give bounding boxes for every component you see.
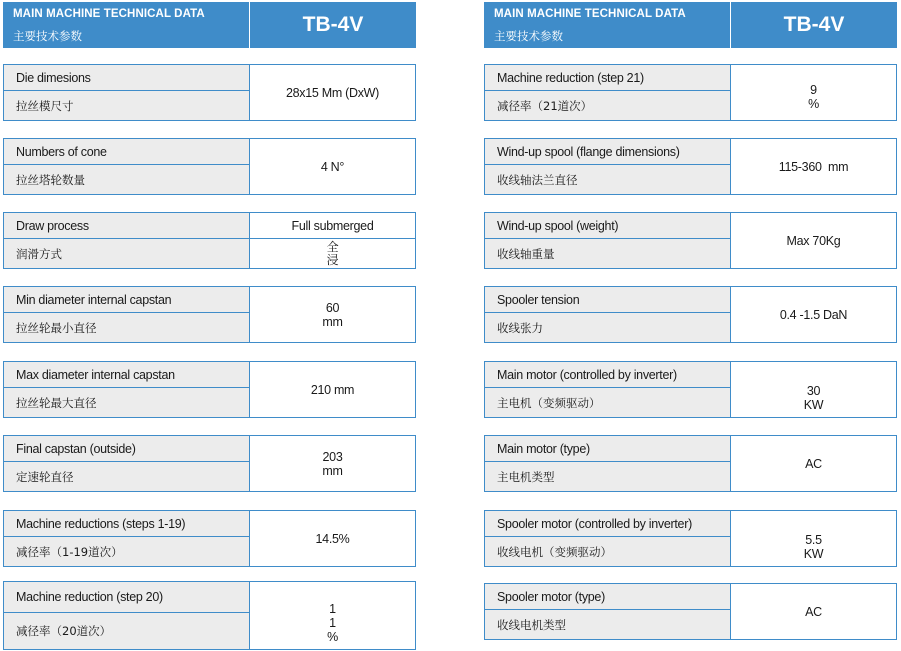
spec-label-en: Spooler motor (controlled by inverter)	[485, 511, 730, 537]
spec-label-en: Draw process	[4, 213, 249, 239]
spec-row-spooler-motor-type	[484, 583, 897, 640]
model-name: TB-4V	[249, 2, 416, 48]
spec-value-line: Max 70Kg	[786, 233, 841, 248]
spec-value-line: 14.5%	[315, 531, 350, 546]
spec-row-final-capstan	[3, 435, 416, 492]
spec-label-en: Die dimesions	[4, 65, 249, 91]
spec-row-draw-process	[3, 212, 416, 269]
spec-row-max-diameter-capstan	[3, 361, 416, 418]
spec-label-cn: 收线轴重量	[485, 239, 730, 268]
spec-value-line: 60	[325, 300, 340, 315]
spec-label-en: Machine reduction (step 21)	[485, 65, 730, 91]
spec-value	[249, 138, 416, 195]
spec-value	[249, 361, 416, 418]
spec-label-en: Spooler tension	[485, 287, 730, 313]
spec-row-reduction-step-20	[3, 581, 416, 650]
spec-label-cn: 收线电机（变频驱动）	[485, 537, 730, 566]
table-header	[3, 2, 416, 48]
spec-value	[249, 64, 416, 121]
spec-value-line: mm	[322, 314, 343, 329]
spec-label	[3, 435, 249, 492]
spec-value	[730, 435, 897, 492]
spec-row-spooler-tension	[484, 286, 897, 343]
spec-value-line: 0.4 -1.5 DaN	[779, 307, 848, 322]
spec-value-line: 28x15 Mm (DxW)	[285, 85, 380, 100]
spec-value	[730, 510, 897, 567]
spec-label	[3, 64, 249, 121]
header-title-cn: 主要技术参数	[13, 29, 82, 43]
spec-label-en: Wind-up spool (weight)	[485, 213, 730, 239]
spec-value	[249, 435, 416, 492]
spec-value-line: KW	[803, 546, 824, 561]
spec-value-line: %	[327, 630, 338, 644]
header-title-en: MAIN MACHINE TECHNICAL DATA	[494, 8, 686, 20]
spec-value-line: %	[808, 96, 819, 111]
spec-label	[3, 212, 249, 269]
spec-row-numbers-of-cone	[3, 138, 416, 195]
spec-label-en: Numbers of cone	[4, 139, 249, 165]
right-spec-table	[484, 0, 897, 651]
spec-value-line: 1	[329, 616, 336, 630]
spec-label-cn: 减径率（21道次）	[485, 91, 730, 120]
spec-label	[3, 510, 249, 567]
spec-value-line: 浸	[326, 253, 339, 267]
spec-label-en: Max diameter internal capstan	[4, 362, 249, 388]
spec-label	[484, 212, 730, 269]
spec-label-cn: 收线轴法兰直径	[485, 165, 730, 194]
spec-row-wind-up-spool-weight	[484, 212, 897, 269]
spec-value-line: 115-360 mm	[778, 159, 849, 174]
spec-value	[730, 583, 897, 640]
spec-row-main-motor-inverter	[484, 361, 897, 418]
spec-label-cn: 拉丝模尺寸	[4, 91, 249, 120]
spec-label	[484, 361, 730, 418]
spec-label-en: Min diameter internal capstan	[4, 287, 249, 313]
spec-value-line: 203	[322, 449, 343, 464]
spec-value-cn	[250, 239, 415, 268]
spec-value	[249, 581, 416, 650]
header-title-en: MAIN MACHINE TECHNICAL DATA	[13, 8, 205, 20]
spec-value-line: 5.5	[805, 532, 822, 547]
spec-label	[484, 583, 730, 640]
spec-value	[730, 286, 897, 343]
spec-value-line: 4 N°	[320, 159, 345, 174]
spec-label-en: Main motor (controlled by inverter)	[485, 362, 730, 388]
header-title-cell	[484, 2, 730, 48]
spec-label-en: Main motor (type)	[485, 436, 730, 462]
table-header	[484, 2, 897, 48]
spec-value-line: 全	[326, 240, 339, 254]
spec-row-main-motor-type	[484, 435, 897, 492]
header-title-cell	[3, 2, 249, 48]
spec-row-reductions-1-19	[3, 510, 416, 567]
spec-value-line: AC	[805, 456, 822, 471]
spec-value-line: 210 mm	[310, 382, 355, 397]
spec-value	[249, 212, 416, 269]
spec-label	[484, 510, 730, 567]
spec-label	[484, 435, 730, 492]
spec-value	[730, 138, 897, 195]
spec-row-reduction-step-21	[484, 64, 897, 121]
spec-label	[3, 286, 249, 343]
model-name: TB-4V	[730, 2, 897, 48]
spec-label	[3, 138, 249, 195]
spec-label	[484, 138, 730, 195]
spec-value-line: AC	[805, 604, 822, 619]
spec-label-cn: 收线电机类型	[485, 610, 730, 639]
spec-value-line: 9	[810, 82, 817, 97]
spec-label-en: Final capstan (outside)	[4, 436, 249, 462]
spec-value	[730, 361, 897, 418]
spec-label	[484, 64, 730, 121]
spec-row-spooler-motor-inverter	[484, 510, 897, 567]
spec-label	[3, 581, 249, 650]
spec-label-cn: 定速轮直径	[4, 462, 249, 491]
spec-label-cn: 拉丝轮最小直径	[4, 313, 249, 342]
spec-label-en: Machine reductions (steps 1-19)	[4, 511, 249, 537]
header-title-cn: 主要技术参数	[494, 29, 563, 43]
spec-value	[730, 212, 897, 269]
spec-label-cn: 主电机（变频驱动）	[485, 388, 730, 417]
spec-label-cn: 减径率（1-19道次）	[4, 537, 249, 566]
spec-label-cn: 主电机类型	[485, 462, 730, 491]
spec-row-die-dimensions	[3, 64, 416, 121]
spec-label	[484, 286, 730, 343]
spec-value-line: mm	[322, 463, 343, 478]
spec-value	[249, 286, 416, 343]
spec-row-min-diameter-capstan	[3, 286, 416, 343]
spec-label-cn: 收线张力	[485, 313, 730, 342]
spec-label-cn: 拉丝塔轮数量	[4, 165, 249, 194]
spec-value-line: 30	[806, 383, 821, 398]
spec-row-wind-up-spool-flange	[484, 138, 897, 195]
spec-value	[249, 510, 416, 567]
spec-label-cn: 拉丝轮最大直径	[4, 388, 249, 417]
spec-label	[3, 361, 249, 418]
spec-label-cn: 减径率（20道次）	[4, 613, 249, 649]
spec-label-cn: 润滑方式	[4, 239, 249, 268]
spec-label-en: Wind-up spool (flange dimensions)	[485, 139, 730, 165]
spec-value-line: Full submerged	[250, 213, 415, 239]
spec-value	[730, 64, 897, 121]
spec-value-line: KW	[803, 397, 824, 412]
spec-label-en: Machine reduction (step 20)	[4, 582, 249, 613]
spec-label-en: Spooler motor (type)	[485, 584, 730, 610]
spec-value-line: 1	[329, 602, 336, 616]
left-spec-table	[3, 0, 416, 651]
